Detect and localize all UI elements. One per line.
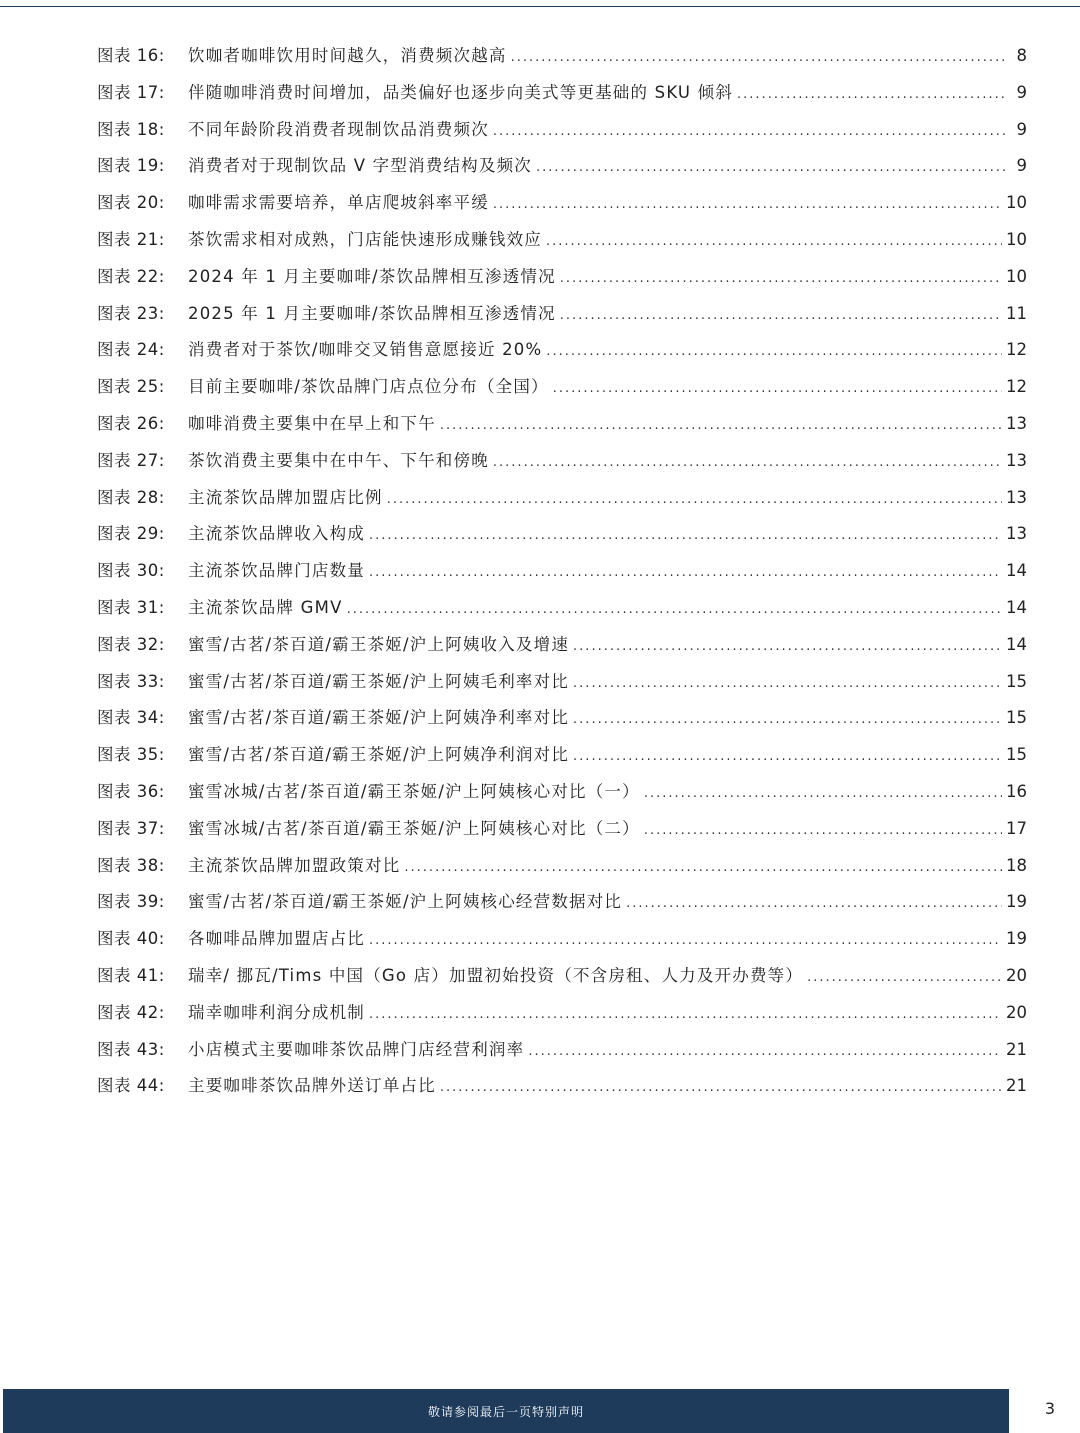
toc-entry-label: 图表 21: <box>97 229 165 249</box>
toc-entry[interactable] <box>97 484 1027 521</box>
toc-dot-leader <box>644 823 1002 838</box>
toc-entry-page: 18 <box>1006 855 1027 875</box>
toc-entry-label: 图表 18: <box>97 119 165 139</box>
toc-entry-label: 图表 20: <box>97 193 165 213</box>
toc-entry-title: 蜜雪/古茗/茶百道/霸王茶姬/沪上阿姨收入及增速 <box>188 634 570 654</box>
toc-dot-leader <box>573 749 1002 764</box>
toc-entry-label: 图表 26: <box>97 413 165 433</box>
toc-entry-page: 20 <box>1006 965 1027 985</box>
toc-entry-page: 10 <box>1006 266 1027 286</box>
footer-bar <box>3 1389 1009 1433</box>
toc-entry-title: 蜜雪/古茗/茶百道/霸王茶姬/沪上阿姨净利润对比 <box>188 745 570 765</box>
toc-entry-label: 图表 36: <box>97 781 165 801</box>
toc-entry[interactable] <box>97 189 1027 226</box>
header-rule <box>0 6 1080 7</box>
toc-entry-page: 15 <box>1006 745 1027 765</box>
toc-entry-title: 主要咖啡茶饮品牌外送订单占比 <box>188 1076 436 1096</box>
toc-entry[interactable] <box>97 336 1027 373</box>
toc-entry-title: 各咖啡品牌加盟店占比 <box>188 929 365 949</box>
toc-entry-page: 11 <box>1006 303 1027 323</box>
toc-dot-leader <box>560 271 1002 286</box>
toc-dot-leader <box>493 124 1005 139</box>
toc-entry-title: 饮咖者咖啡饮用时间越久，消费频次越高 <box>188 46 507 65</box>
toc-entry[interactable] <box>97 1036 1027 1073</box>
toc-dot-leader <box>369 1007 1002 1022</box>
toc-entry-page: 10 <box>1006 193 1027 213</box>
toc-entry-page: 14 <box>1006 561 1027 581</box>
toc-entry-page: 19 <box>1006 929 1027 949</box>
toc-entry[interactable] <box>97 263 1027 300</box>
toc-entry-title: 蜜雪冰城/古茗/茶百道/霸王茶姬/沪上阿姨核心对比（二） <box>188 818 640 838</box>
toc-entry[interactable] <box>97 999 1027 1036</box>
toc-entry-label: 图表 19: <box>97 156 165 176</box>
toc-entry-page: 9 <box>1016 82 1027 102</box>
toc-dot-leader <box>536 160 1005 175</box>
toc-entry-label: 图表 28: <box>97 487 165 507</box>
toc-entry-label: 图表 38: <box>97 855 165 875</box>
toc-dot-leader <box>626 896 1002 911</box>
toc-dot-leader <box>573 639 1002 654</box>
toc-entry[interactable] <box>97 116 1027 153</box>
toc-entry-label: 图表 17: <box>97 82 165 102</box>
toc-entry-title: 蜜雪/古茗/茶百道/霸王茶姬/沪上阿姨核心经营数据对比 <box>188 892 623 912</box>
toc-entry-label: 图表 42: <box>97 1002 165 1022</box>
toc-entry[interactable] <box>97 852 1027 889</box>
toc-entry-label: 图表 30: <box>97 561 165 581</box>
toc-entry-title: 主流茶饮品牌门店数量 <box>188 561 365 581</box>
toc-entry[interactable] <box>97 631 1027 668</box>
toc-entry-label: 图表 44: <box>97 1076 165 1096</box>
toc-entry-page: 13 <box>1006 524 1027 544</box>
toc-entry-title: 蜜雪冰城/古茗/茶百道/霸王茶姬/沪上阿姨核心对比（一） <box>188 781 640 801</box>
toc-dot-leader <box>528 1044 1002 1059</box>
toc-dot-leader <box>807 970 1002 985</box>
toc-entry[interactable] <box>97 815 1027 852</box>
toc-entry[interactable] <box>97 557 1027 594</box>
toc-entry[interactable] <box>97 152 1027 189</box>
toc-entry-title: 蜜雪/古茗/茶百道/霸王茶姬/沪上阿姨毛利率对比 <box>188 671 570 691</box>
toc-entry-label: 图表 33: <box>97 671 165 691</box>
toc-entry-page: 21 <box>1006 1076 1027 1096</box>
toc-dot-leader <box>546 234 1002 249</box>
toc-dot-leader <box>404 860 1002 875</box>
toc-entry-title: 消费者对于现制饮品 V 字型消费结构及频次 <box>188 156 532 176</box>
toc-entry-title: 瑞幸/ 挪瓦/Tims 中国（Go 店）加盟初始投资（不含房租、人力及开办费等） <box>188 965 804 985</box>
toc-dot-leader <box>573 712 1002 727</box>
toc-entry-page: 9 <box>1016 156 1027 176</box>
toc-entry-page: 13 <box>1006 413 1027 433</box>
toc-entry[interactable] <box>97 520 1027 557</box>
toc-entry-title: 咖啡需求需要培养，单店爬坡斜率平缓 <box>188 193 489 213</box>
toc-dot-leader <box>369 933 1002 948</box>
toc-dot-leader <box>369 565 1002 580</box>
toc-entry-page: 17 <box>1006 818 1027 838</box>
toc-entry-page: 14 <box>1006 597 1027 617</box>
toc-entry-label: 图表 22: <box>97 266 165 286</box>
toc-entry-label: 图表 34: <box>97 708 165 728</box>
table-of-figures <box>97 42 1027 1109</box>
toc-entry-label: 图表 37: <box>97 818 165 838</box>
toc-entry-label: 图表 31: <box>97 597 165 617</box>
toc-dot-leader <box>644 786 1002 801</box>
toc-entry-title: 主流茶饮品牌 GMV <box>188 597 343 617</box>
toc-dot-leader <box>546 344 1002 359</box>
toc-entry-page: 21 <box>1006 1039 1027 1059</box>
toc-entry-title: 消费者对于茶饮/咖啡交叉销售意愿接近 20% <box>188 340 543 360</box>
toc-entry-title: 咖啡消费主要集中在早上和下午 <box>188 413 436 433</box>
toc-entry-title: 不同年龄阶段消费者现制饮品消费频次 <box>188 119 489 139</box>
toc-dot-leader <box>573 676 1002 691</box>
toc-entry-page: 10 <box>1006 229 1027 249</box>
toc-entry[interactable] <box>97 741 1027 778</box>
toc-entry[interactable] <box>97 925 1027 962</box>
toc-entry-label: 图表 35: <box>97 745 165 765</box>
toc-entry-page: 15 <box>1006 708 1027 728</box>
toc-entry-label: 图表 16: <box>97 46 165 65</box>
toc-entry-label: 图表 25: <box>97 377 165 397</box>
toc-entry-label: 图表 27: <box>97 450 165 470</box>
toc-entry-page: 13 <box>1006 450 1027 470</box>
toc-dot-leader <box>369 528 1002 543</box>
toc-entry-label: 图表 41: <box>97 965 165 985</box>
toc-entry-title: 2024 年 1 月主要咖啡/茶饮品牌相互渗透情况 <box>188 266 556 286</box>
toc-entry-page: 20 <box>1006 1002 1027 1022</box>
toc-entry-title: 伴随咖啡消费时间增加，品类偏好也逐步向美式等更基础的 SKU 倾斜 <box>188 82 734 102</box>
toc-entry[interactable] <box>97 42 1027 79</box>
toc-entry-page: 8 <box>1016 46 1027 65</box>
toc-entry-label: 图表 24: <box>97 340 165 360</box>
toc-entry-title: 2025 年 1 月主要咖啡/茶饮品牌相互渗透情况 <box>188 303 556 323</box>
toc-entry-page: 19 <box>1006 892 1027 912</box>
toc-entry-title: 主流茶饮品牌加盟店比例 <box>188 487 383 507</box>
toc-entry-label: 图表 32: <box>97 634 165 654</box>
toc-entry[interactable] <box>97 668 1027 705</box>
toc-entry[interactable] <box>97 79 1027 116</box>
toc-entry[interactable] <box>97 888 1027 925</box>
toc-dot-leader <box>493 455 1002 470</box>
footer-disclaimer: 敬请参阅最后一页特别声明 <box>427 1404 584 1419</box>
toc-entry[interactable] <box>97 300 1027 337</box>
toc-dot-leader <box>347 602 1002 617</box>
toc-dot-leader <box>387 492 1002 507</box>
toc-entry[interactable] <box>97 1072 1027 1109</box>
toc-entry[interactable] <box>97 962 1027 999</box>
toc-dot-leader <box>493 197 1002 212</box>
toc-entry-page: 12 <box>1006 377 1027 397</box>
toc-entry[interactable] <box>97 410 1027 447</box>
toc-dot-leader <box>440 418 1002 433</box>
toc-entry-title: 茶饮消费主要集中在中午、下午和傍晚 <box>188 450 489 470</box>
toc-entry-page: 13 <box>1006 487 1027 507</box>
page-number: 3 <box>1044 1399 1056 1418</box>
toc-entry-page: 12 <box>1006 340 1027 360</box>
toc-entry-page: 15 <box>1006 671 1027 691</box>
toc-entry[interactable] <box>97 226 1027 263</box>
toc-dot-leader <box>560 308 1002 323</box>
toc-entry[interactable] <box>97 594 1027 631</box>
toc-entry-title: 小店模式主要咖啡茶饮品牌门店经营利润率 <box>188 1039 525 1059</box>
toc-entry-page: 9 <box>1016 119 1027 139</box>
toc-entry[interactable] <box>97 373 1027 410</box>
toc-entry-title: 目前主要咖啡/茶饮品牌门店点位分布（全国） <box>188 377 549 397</box>
toc-entry-title: 主流茶饮品牌收入构成 <box>188 524 365 544</box>
toc-entry-label: 图表 43: <box>97 1039 165 1059</box>
toc-entry-page: 14 <box>1006 634 1027 654</box>
toc-entry[interactable] <box>97 447 1027 484</box>
toc-entry[interactable] <box>97 704 1027 741</box>
toc-entry[interactable] <box>97 778 1027 815</box>
toc-dot-leader <box>553 381 1002 396</box>
toc-entry-title: 蜜雪/古茗/茶百道/霸王茶姬/沪上阿姨净利率对比 <box>188 708 570 728</box>
toc-entry-label: 图表 40: <box>97 929 165 949</box>
toc-entry-title: 瑞幸咖啡利润分成机制 <box>188 1002 365 1022</box>
toc-entry-page: 16 <box>1006 781 1027 801</box>
toc-entry-label: 图表 39: <box>97 892 165 912</box>
toc-entry-title: 茶饮需求相对成熟，门店能快速形成赚钱效应 <box>188 229 542 249</box>
toc-entry-label: 图表 29: <box>97 524 165 544</box>
toc-dot-leader <box>440 1080 1002 1095</box>
toc-dot-leader <box>511 50 1005 65</box>
toc-dot-leader <box>737 87 1005 102</box>
toc-entry-title: 主流茶饮品牌加盟政策对比 <box>188 855 401 875</box>
toc-entry-label: 图表 23: <box>97 303 165 323</box>
